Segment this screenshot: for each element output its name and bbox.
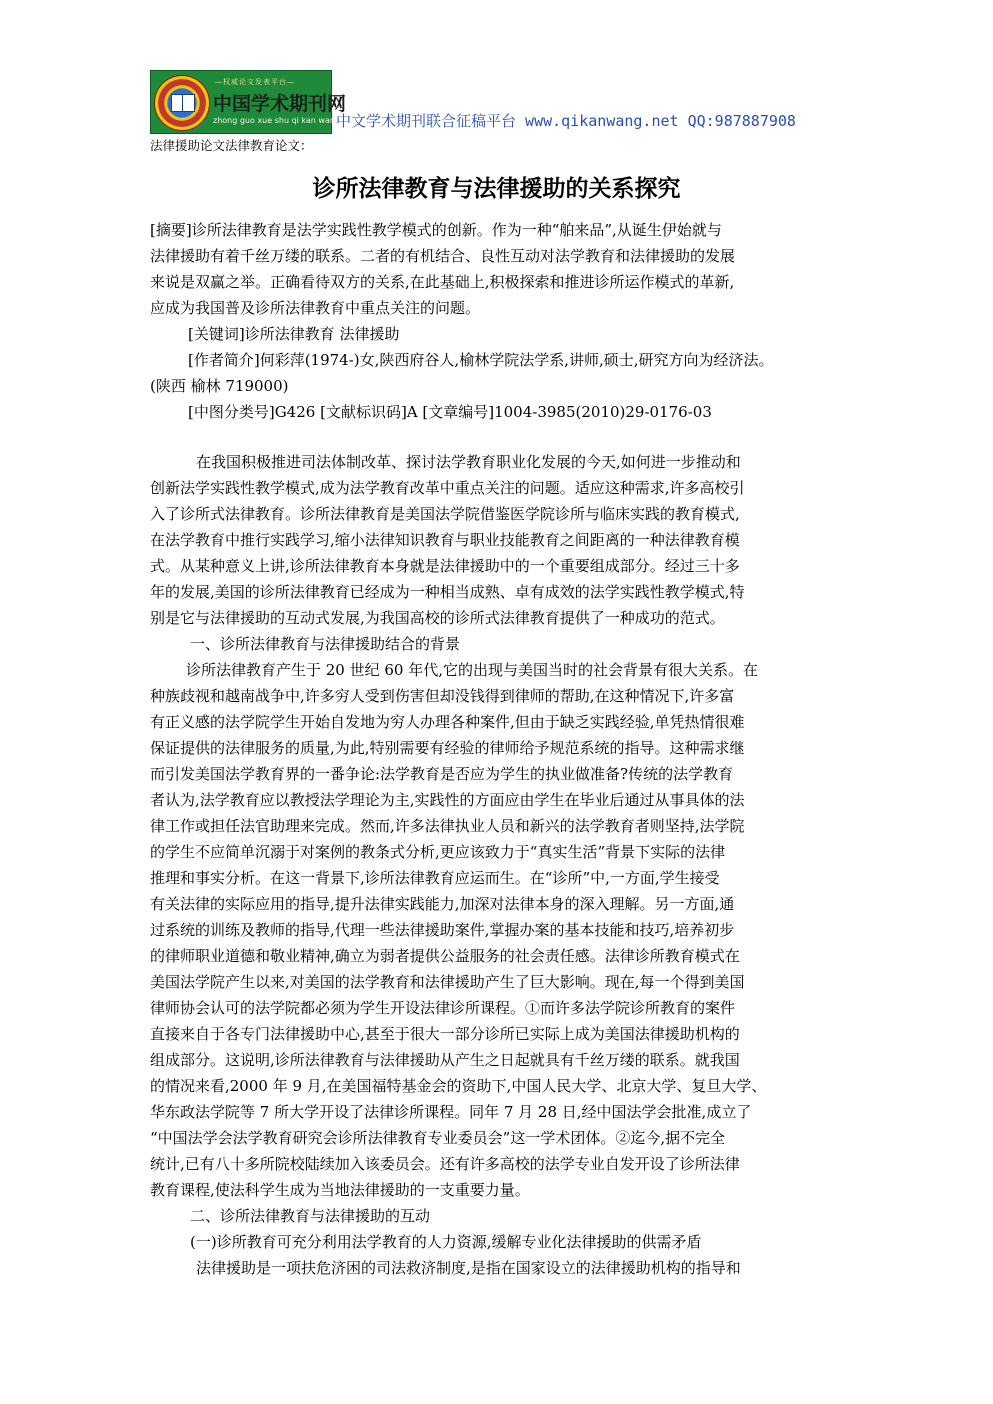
- category-label: 法律援助论文法律教育论文：: [150, 138, 313, 153]
- text-line: [作者简介]何彩萍(1974-)女,陕西府谷人,榆林学院法学系,讲师,硕士,研究方向为经济法。: [188, 351, 774, 369]
- text-line: 组成部分。这说明,诊所法律教育与法律援助从产生之日起就具有千丝万缕的联系。就我国: [150, 1051, 740, 1069]
- text-line: 入了诊所式法律教育。诊所法律教育是美国法学院借鉴医学院诊所与临床实践的教育模式,: [150, 505, 740, 523]
- logo-tagline: —权威论文发表平台—: [215, 78, 295, 86]
- text-line: 别是它与法律援助的互动式发展,为我国高校的诊所式法律教育提供了一种成功的范式。: [150, 609, 725, 627]
- text-line: [中图分类号]G426 [文献标识码]A [文章编号]1004-3985(2010)29-0176-03: [188, 403, 712, 421]
- text-line: 种族歧视和越南战争中,许多穷人受到伤害但却没钱得到律师的帮助,在这种情况下,许多富: [150, 687, 735, 705]
- text-line: 在法学教育中推行实践学习,缩小法律知识教育与职业技能教育之间距离的一种法律教育模: [150, 531, 740, 549]
- section-heading: (一)诊所教育可充分利用法学教育的人力资源,缓解专业化法律援助的供需矛盾: [190, 1233, 702, 1251]
- text-line: 保证提供的法律服务的质量,为此,特别需要有经验的律师给予规范系统的指导。这种需求继: [150, 739, 745, 757]
- text-line: 在我国积极推进司法体制改革、探讨法学教育职业化发展的今天,如何进一步推动和: [196, 453, 741, 471]
- text-line: 创新法学实践性教学模式,成为法学教育改革中重点关注的问题。适应这种需求,许多高校引: [150, 479, 745, 497]
- text-line: 律师协会认可的法学院都必须为学生开设法律诊所课程。①而许多法学院诊所教育的案件: [150, 999, 736, 1017]
- text-line: 的情况来看,2000 年 9 月,在美国福特基金会的资助下,中国人民大学、北京大学、复旦大学、: [150, 1077, 767, 1095]
- text-line: 推理和事实分析。在这一背景下,诊所法律教育应运而生。在“诊所”中,一方面,学生接受: [150, 869, 720, 887]
- logo-pinyin: zhong guo xue shu qi kan wang: [213, 116, 341, 125]
- text-line: 应成为我国普及诊所法律教育中重点关注的问题。: [150, 299, 481, 317]
- logo-title: 中国学术期刊网: [213, 93, 347, 115]
- text-line: 有正义感的法学院学生开始自发地为穷人办理各种案件,但由于缺乏实践经验,单凭热情很难: [150, 713, 745, 731]
- text-line: 教育课程,使法科学生成为当地法律援助的一支重要力量。: [150, 1181, 530, 1199]
- text-line: “中国法学会法学教育研究会诊所法律教育专业委员会”这一学术团体。②迄今,据不完全: [150, 1129, 726, 1147]
- text-line: 华东政法学院等 7 所大学开设了法律诊所课程。同年 7 月 28 日,经中国法学会批准,成立了: [150, 1103, 752, 1121]
- text-line: 诊所法律教育产生于 20 世纪 60 年代,它的出现与美国当时的社会背景有很大关系。在: [186, 661, 759, 679]
- text-line: 者认为,法学教育应以教授法学理论为主,实践性的方面应由学生在毕业后通过从事具体的法: [150, 791, 745, 809]
- text-line: 法律援助是一项扶危济困的司法救济制度,是指在国家设立的法律援助机构的指导和: [196, 1259, 741, 1277]
- text-line: 过系统的训练及教师的指导,代理一些法律援助案件,掌握办案的基本技能和技巧,培养初步: [150, 921, 735, 939]
- text-line: 的学生不应简单沉溺于对案例的教条式分析,更应该致力于“真实生活”背景下实际的法律: [150, 843, 726, 861]
- header-slogan[interactable]: 中文学术期刊联合征稿平台 www.qikanwang.net QQ:987887908: [336, 112, 796, 130]
- text-line: 来说是双赢之举。正确看待双方的关系,在此基础上,积极探索和推进诊所运作模式的革新,: [150, 273, 735, 291]
- text-line: 法律援助有着千丝万缕的联系。二者的有机结合、良性互动对法学教育和法律援助的发展: [150, 247, 736, 265]
- text-line: 年的发展,美国的诊所法律教育已经成为一种相当成熟、卓有成效的法学实践性教学模式,特: [150, 583, 745, 601]
- text-line: [关键词]诊所法律教育 法律援助: [188, 325, 400, 343]
- text-line: 有关法律的实际应用的指导,提升法律实践能力,加深对法律本身的深入理解。另一方面,通: [150, 895, 735, 913]
- text-line: (陕西 榆林 719000): [150, 377, 289, 395]
- text-line: 律工作或担任法官助理来完成。然而,许多法律执业人员和新兴的法学教育者则坚持,法学院: [150, 817, 745, 835]
- text-line: [摘要]诊所法律教育是法学实践性教学模式的创新。作为一种“舶来品”,从诞生伊始就与: [150, 221, 722, 239]
- text-line: 的律师职业道德和敬业精神,确立为弱者提供公益服务的社会责任感。法律诊所教育模式在: [150, 947, 740, 965]
- text-line: 式。从某种意义上讲,诊所法律教育本身就是法律援助中的一个重要组成部分。经过三十多: [150, 557, 740, 575]
- section-heading: 二、诊所法律教育与法律援助的互动: [190, 1207, 431, 1225]
- site-header: [150, 70, 850, 134]
- site-logo[interactable]: [150, 70, 347, 134]
- section-heading: 一、诊所法律教育与法律援助结合的背景: [190, 635, 461, 653]
- text-line: 统计,已有八十多所院校陆续加入该委员会。还有许多高校的法学专业自发开设了诊所法律: [150, 1155, 740, 1173]
- text-line: 直接来自于各专门法律援助中心,甚至于很大一部分诊所已实际上成为美国法律援助机构的: [150, 1025, 740, 1043]
- seal-icon: [154, 75, 210, 131]
- book-icon: [171, 94, 195, 112]
- text-line: 而引发美国法学教育界的一番争论:法学教育是否应为学生的执业做准备?传统的法学教育: [150, 765, 734, 783]
- text-line: 美国法学院产生以来,对美国的法学教育和法律援助产生了巨大影响。现在,每一个得到美国: [150, 973, 745, 991]
- document-title: 诊所法律教育与法律援助的关系探究: [312, 176, 681, 202]
